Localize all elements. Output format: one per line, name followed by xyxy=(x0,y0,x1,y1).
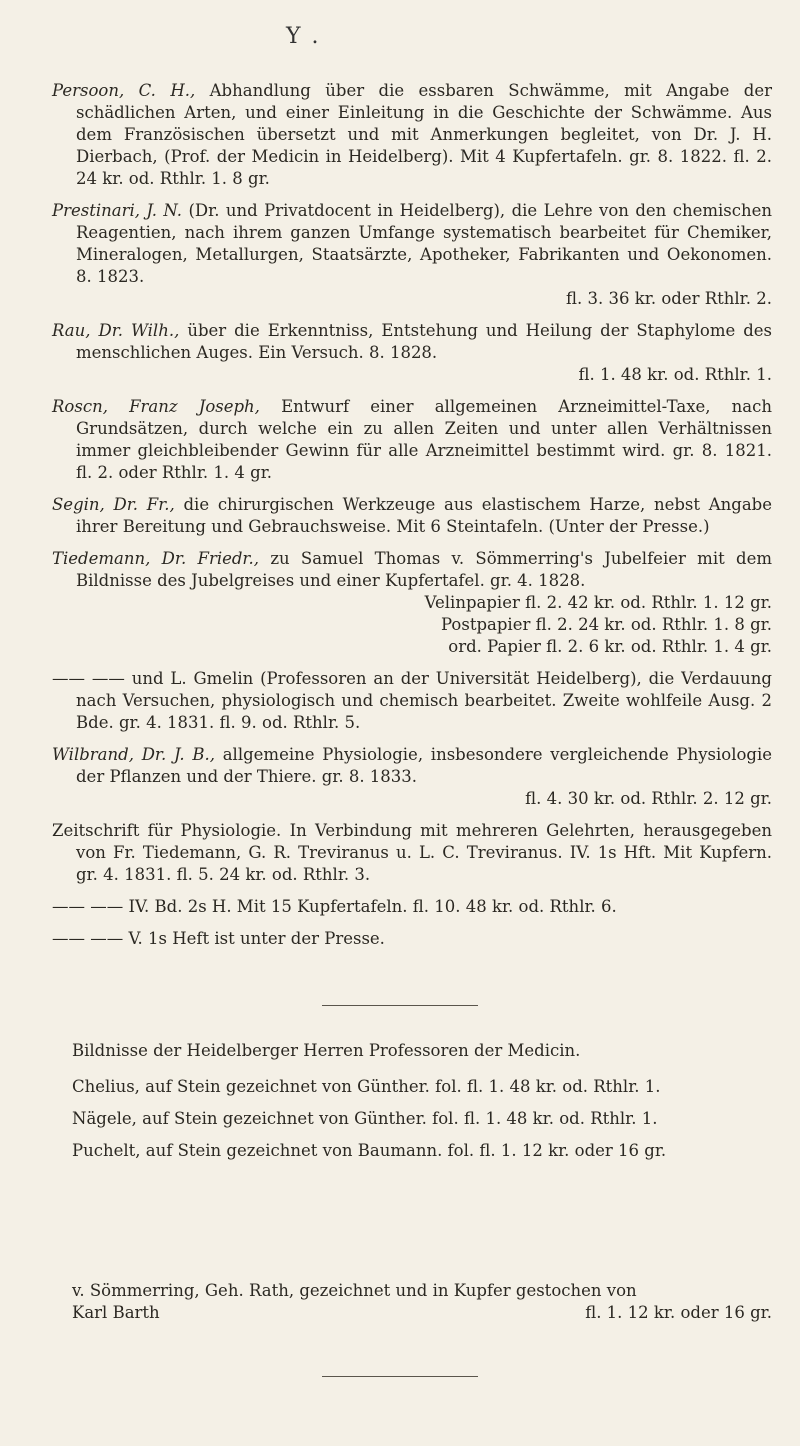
entry-text: Entwurf einer allgemeinen Arzneimittel-Taxe, nach Grundsätzen, durch welche ein zu allen Zeiten und unter allen Verhältnissen immer gleichbleibender Gewinn für alle Arzneimittel bestimmt wird. gr. 8. 1821. fl. 2. oder Rthlr. 1. 4 gr. xyxy=(76,397,772,482)
entry-price: fl. 4. 30 kr. od. Rthlr. 2. 12 gr. xyxy=(525,789,772,808)
entry-author: —— —— xyxy=(52,929,124,948)
portraits-heading: Bildnisse der Heidelberger Herren Professoren der Medicin. xyxy=(72,1041,581,1060)
entry-text: über die Erkenntniss, Entstehung und Heilung der Staphylome des menschlichen Auges. Ein Versuch. 8. 1828. xyxy=(76,321,772,362)
entry-text: zu Samuel Thomas v. Sömmerring's Jubelfeier mit dem Bildnisse des Jubelgreises und einer Kupfertafel. gr. 4. 1828. xyxy=(76,549,772,590)
soemmerring-entry xyxy=(72,1280,772,1324)
entry-author: Wilbrand, Dr. J. B., xyxy=(52,745,215,764)
catalog-entry xyxy=(52,668,772,734)
section-divider xyxy=(322,1005,478,1006)
catalog-entries xyxy=(52,80,772,960)
portrait-item: Puchelt, auf Stein gezeichnet von Baumann. fol. fl. 1. 12 kr. oder 16 gr. xyxy=(72,1141,667,1160)
footer-line-1: v. Sömmerring, Geh. Rath, gezeichnet und in Kupfer gestochen von xyxy=(72,1281,637,1300)
entry-author: —— —— und L. Gmelin xyxy=(52,669,254,688)
entry-price-post: Postpapier fl. 2. 24 kr. od. Rthlr. 1. 8 gr. xyxy=(440,615,772,634)
entry-author: Rau, Dr. Wilh., xyxy=(52,321,180,340)
footer-price: fl. 1. 12 kr. oder 16 gr. xyxy=(585,1303,772,1322)
entry-author: Roscn, Franz Joseph, xyxy=(52,397,260,416)
catalog-entry xyxy=(52,896,772,918)
entry-author: Persoon, C. H., xyxy=(52,81,196,100)
entry-text: Abhandlung über die essbaren Schwämme, mit Angabe der schädlichen Arten, und einer Einleitung in die Geschichte der Schwämme. Aus dem Französischen übersetzt und mit Anmerkungen begleitet, von Dr. J. H. Dierbach, (Prof. der Medicin in Heidelberg). Mit 4 Kupfertafeln. gr. 8. 1822. xyxy=(76,81,773,166)
entry-price: fl. 2. 24 kr. od. Rthlr. 1. 8 gr. xyxy=(76,147,772,188)
entry-text: (Dr. und Privatdocent in Heidelberg), die Lehre von den chemischen Reagentien, nach ihrem ganzen Umfange systematisch bearbeitet für Chemiker, Mineralogen, Metallurgen, Staatsärzte, Apotheker, Fabrikanten und Oekonomen. 8. 1823. xyxy=(76,201,772,286)
entry-text: V. 1s Heft ist unter der Presse. xyxy=(128,929,385,948)
entry-text: In Verbindung mit mehreren Gelehrten, herausgegeben von Fr. Tiedemann, G. R. Treviranus u. L. C. Treviranus. IV. 1s Hft. Mit Kupfern. gr. 4. 1831. fl. 5. 24 kr. od. Rthlr. 3. xyxy=(76,821,773,884)
portraits-section xyxy=(72,1040,772,1172)
entry-author: Zeitschrift für Physiologie. xyxy=(52,821,282,840)
catalog-entry xyxy=(52,80,772,190)
catalog-entry xyxy=(52,820,772,886)
entry-author: Segin, Dr. Fr., xyxy=(52,495,175,514)
entry-price: fl. 1. 48 kr. od. Rthlr. 1. xyxy=(578,365,772,384)
catalog-entry xyxy=(52,396,772,484)
entry-author: Tiedemann, Dr. Friedr., xyxy=(52,549,260,568)
catalog-entry xyxy=(52,548,772,658)
footer-line-2: Karl Barth xyxy=(72,1303,160,1322)
catalog-entry xyxy=(52,494,772,538)
entry-author: Prestinari, J. N. xyxy=(52,201,183,220)
entry-text: IV. Bd. 2s H. Mit 15 Kupfertafeln. fl. 10. 48 kr. od. Rthlr. 6. xyxy=(128,897,617,916)
entry-price-velin: Velinpapier fl. 2. 42 kr. od. Rthlr. 1. 12 gr. xyxy=(424,593,772,612)
entry-price-ord: ord. Papier fl. 2. 6 kr. od. Rthlr. 1. 4 gr. xyxy=(448,637,772,656)
entry-text: allgemeine Physiologie, insbesondere vergleichende Physiologie der Pflanzen und der Thiere. gr. 8. 1833. xyxy=(76,745,773,786)
entry-text: die chirurgischen Werkzeuge aus elastischem Harze, nebst Angabe ihrer Bereitung und Gebrauchsweise. Mit 6 Steintafeln. (Unter der Presse.) xyxy=(76,495,772,536)
catalog-entry xyxy=(52,928,772,950)
catalog-entry xyxy=(52,320,772,386)
entry-text: (Professoren an der Universität Heidelberg), die Verdauung nach Versuchen, physiologisch und chemisch bearbeitet. Zweite wohlfeile Ausg. 2 Bde. gr. 4. 1831. fl. 9. od. Rthlr. 5. xyxy=(76,669,772,732)
bottom-divider xyxy=(322,1376,478,1377)
catalog-entry xyxy=(52,744,772,810)
catalog-entry xyxy=(52,200,772,310)
entry-price: fl. 3. 36 kr. oder Rthlr. 2. xyxy=(566,289,772,308)
page-mark: Y . xyxy=(286,24,321,49)
portrait-item: Chelius, auf Stein gezeichnet von Günther. fol. fl. 1. 48 kr. od. Rthlr. 1. xyxy=(72,1077,661,1096)
portrait-item: Nägele, auf Stein gezeichnet von Günther. fol. fl. 1. 48 kr. od. Rthlr. 1. xyxy=(72,1109,658,1128)
entry-author: —— —— xyxy=(52,897,124,916)
